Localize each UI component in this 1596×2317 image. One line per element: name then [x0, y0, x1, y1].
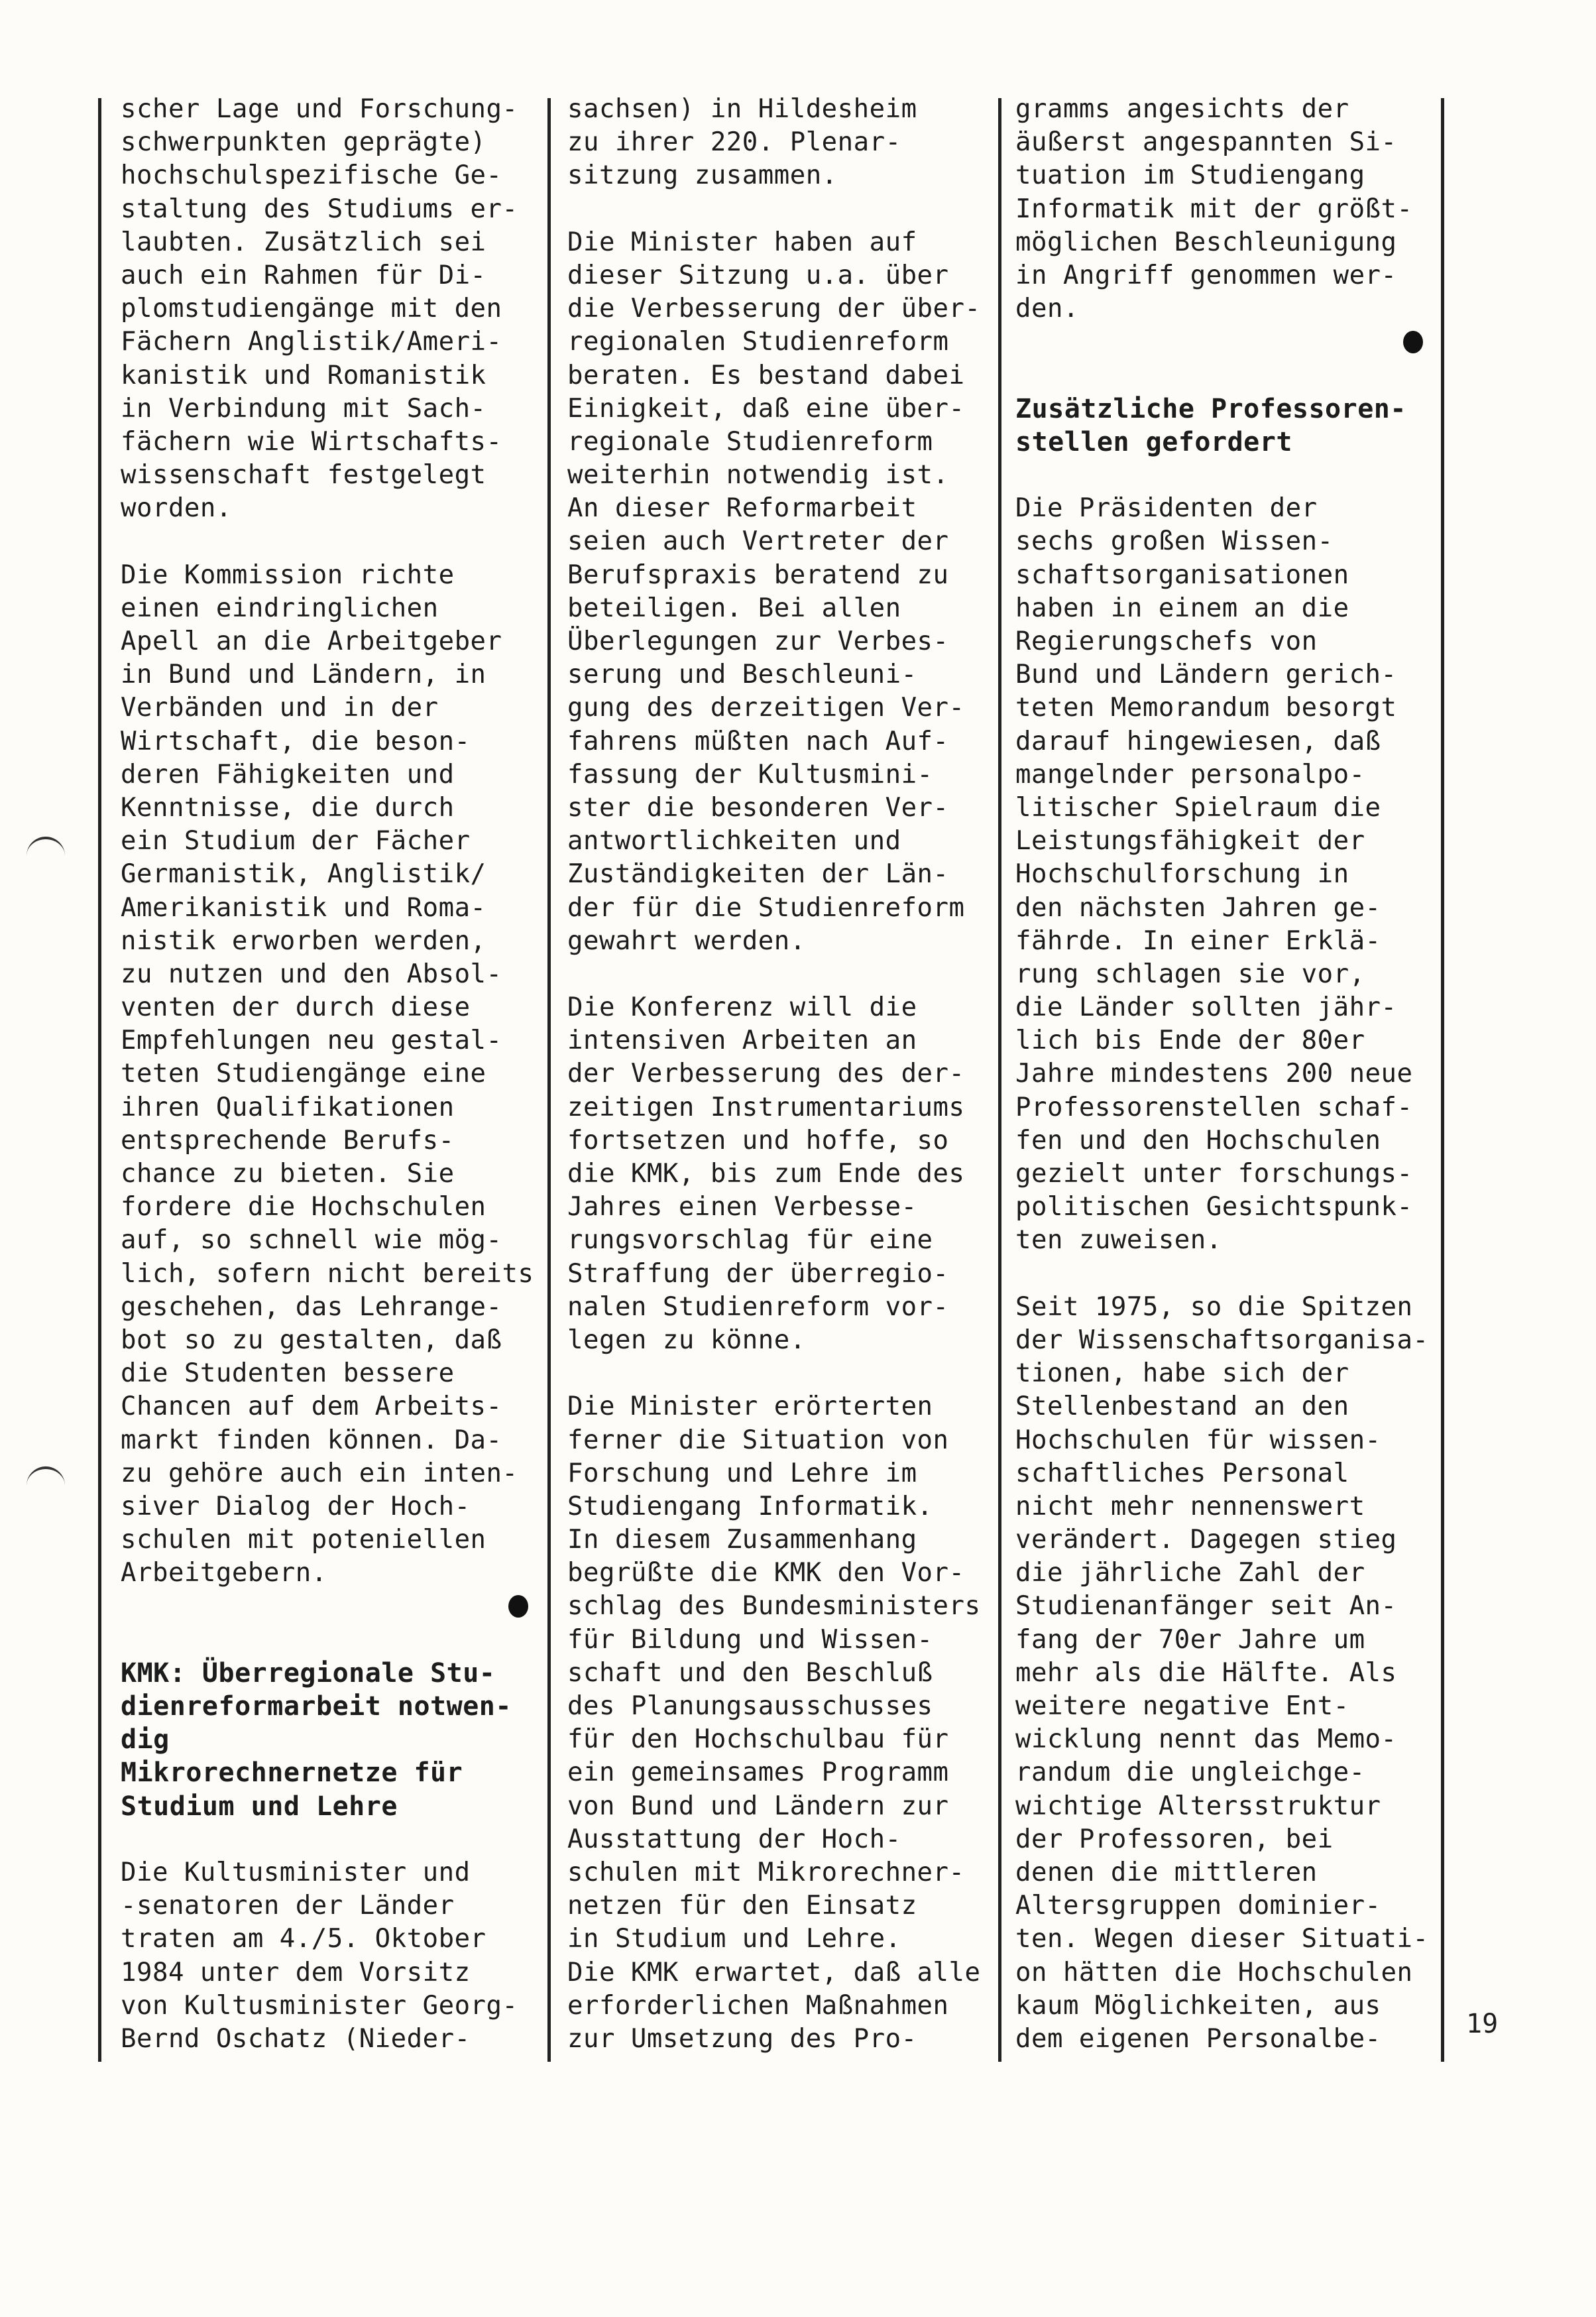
text-line: fächern wie Wirtschafts-: [121, 426, 502, 457]
text-line: darauf hingewiesen, daß: [1015, 726, 1381, 756]
text-line: Jahre mindestens 200 neue: [1015, 1059, 1413, 1089]
text-line: regionale Studienreform: [567, 426, 933, 457]
text-line: bot so zu gestalten, daß: [121, 1325, 502, 1355]
text-line: Studienanfänger seit An-: [1015, 1591, 1397, 1622]
text-line: ihren Qualifikationen: [121, 1092, 455, 1122]
text-line: Einigkeit, daß eine über-: [567, 393, 965, 424]
text-line: Die Minister haben auf: [567, 227, 917, 257]
text-line: dieser Sitzung u.a. über: [567, 260, 949, 290]
text-line: randum die ungleichge-: [1015, 1757, 1365, 1788]
text-line: sitzung zusammen.: [567, 160, 838, 191]
text-line: schaftsorganisationen: [1015, 560, 1349, 590]
text-line: markt finden können. Da-: [121, 1425, 502, 1455]
text-line: kanistik und Romanistik: [121, 360, 486, 390]
text-line: rungsvorschlag für eine: [567, 1225, 933, 1256]
text-line: fordere die Hochschulen: [121, 1192, 486, 1222]
text-line: gramms angesichts der: [1015, 94, 1349, 124]
text-column-1: [121, 93, 535, 2056]
end-of-article-bullet: [121, 1590, 535, 1623]
text-line: Die Kultusminister und: [121, 1857, 471, 1887]
text-line: ten zuweisen.: [1015, 1225, 1222, 1256]
text-line: rung schlagen sie vor,: [1015, 959, 1365, 989]
text-line: Professorenstellen schaf-: [1015, 1092, 1413, 1122]
text-line: intensiven Arbeiten an: [567, 1026, 917, 1056]
text-line: Hochschulen für wissen-: [1015, 1425, 1381, 1455]
text-line: Bund und Ländern gerich-: [1015, 660, 1397, 690]
text-line: regionalen Studienreform: [567, 327, 949, 357]
text-line: Germanistik, Anglistik/: [121, 859, 486, 890]
text-line: in Studium und Lehre.: [567, 1924, 901, 1954]
paragraph-gap: [567, 193, 982, 226]
text-line: zu gehöre auch ein inten-: [121, 1458, 518, 1488]
text-line: Straffung der überregio-: [567, 1258, 949, 1289]
text-line: Fächern Anglistik/Ameri-: [121, 327, 502, 357]
text-line: teten Memorandum besorgt: [1015, 693, 1397, 723]
text-line: Die Präsidenten der: [1015, 493, 1318, 524]
paragraph-gap: [1015, 359, 1430, 392]
article-heading-line: dienreformarbeit notwen-: [121, 1691, 512, 1722]
paragraph-gap: [1015, 1258, 1430, 1291]
article-heading-line: dig: [121, 1724, 170, 1755]
text-line: Bernd Oschatz (Nieder-: [121, 2023, 471, 2054]
text-line: in Angriff genommen wer-: [1015, 260, 1397, 290]
text-line: Altersgruppen dominier-: [1015, 1891, 1381, 1921]
text-line: nistik erworben werden,: [121, 925, 486, 956]
text-line: teten Studiengänge eine: [121, 1059, 486, 1089]
page-number: 19: [1466, 2009, 1499, 2039]
paragraph-gap: [121, 1823, 535, 1856]
text-line: möglichen Beschleunigung: [1015, 227, 1397, 257]
text-line: beteiligen. Bei allen: [567, 593, 901, 623]
text-line: netzen für den Einsatz: [567, 1891, 917, 1921]
text-line: der Professoren, bei: [1015, 1824, 1334, 1854]
text-line: zur Umsetzung des Pro-: [567, 2023, 917, 2054]
text-line: von Bund und Ländern zur: [567, 1791, 949, 1821]
text-line: Die Minister erörterten: [567, 1392, 933, 1422]
punch-hole-mark: [27, 1466, 65, 1489]
text-line: deren Fähigkeiten und: [121, 759, 455, 790]
text-line: auf, so schnell wie mög-: [121, 1225, 502, 1256]
text-line: Jahres einen Verbesse-: [567, 1192, 917, 1222]
text-line: -senatoren der Länder: [121, 1891, 455, 1921]
paragraph-gap: [121, 1624, 535, 1657]
text-line: hochschulspezifische Ge-: [121, 160, 502, 191]
text-line: mehr als die Hälfte. Als: [1015, 1657, 1397, 1688]
text-line: Berufspraxis beratend zu: [567, 560, 949, 590]
bullet-dot-icon: [1403, 331, 1423, 353]
text-line: antwortlichkeiten und: [567, 826, 901, 857]
text-line: chance zu bieten. Sie: [121, 1159, 455, 1189]
text-line: schwerpunkten geprägte): [121, 127, 486, 158]
text-line: gung des derzeitigen Ver-: [567, 693, 965, 723]
text-line: weitere negative Ent-: [1015, 1691, 1349, 1721]
column-rule-left: [98, 98, 101, 2062]
text-line: die Verbesserung der über-: [567, 294, 981, 324]
text-line: den nächsten Jahren ge-: [1015, 892, 1381, 923]
text-line: erforderlichen Maßnahmen: [567, 1990, 949, 2021]
text-line: beraten. Es bestand dabei: [567, 360, 965, 390]
text-line: Leistungsfähigkeit der: [1015, 826, 1365, 857]
text-line: sachsen) in Hildesheim: [567, 94, 917, 124]
text-line: Regierungschefs von: [1015, 626, 1318, 656]
text-line: Die Konferenz will die: [567, 992, 917, 1023]
text-line: begrüßte die KMK den Vor-: [567, 1558, 965, 1588]
text-line: Empfehlungen neu gestal-: [121, 1026, 502, 1056]
text-line: Stellenbestand an den: [1015, 1392, 1349, 1422]
text-line: venten der durch diese: [121, 992, 471, 1023]
article-heading-line: Studium und Lehre: [121, 1791, 398, 1822]
text-line: den.: [1015, 294, 1079, 324]
text-line: einen eindringlichen: [121, 593, 439, 623]
paragraph-gap: [567, 958, 982, 991]
text-line: verändert. Dagegen stieg: [1015, 1525, 1397, 1555]
text-line: fährde. In einer Erklä-: [1015, 925, 1381, 956]
text-line: zu nutzen und den Absol-: [121, 959, 502, 989]
text-line: ster die besonderen Ver-: [567, 792, 949, 823]
text-line: schaftliches Personal: [1015, 1458, 1349, 1488]
text-line: fahrens müßten nach Auf-: [567, 726, 949, 756]
text-line: der für die Studienreform: [567, 892, 965, 923]
end-of-article-bullet: [1015, 326, 1430, 359]
text-line: ein gemeinsames Programm: [567, 1757, 949, 1788]
text-line: fen und den Hochschulen: [1015, 1125, 1381, 1156]
text-line: zu ihrer 220. Plenar-: [567, 127, 901, 158]
punch-hole-mark: [27, 837, 65, 859]
text-line: lich, sofern nicht bereits: [121, 1258, 534, 1289]
text-column-3: [1015, 93, 1430, 2056]
text-line: An dieser Reformarbeit: [567, 493, 917, 524]
text-line: denen die mittleren: [1015, 1857, 1318, 1887]
text-line: Arbeitgebern.: [121, 1558, 327, 1588]
text-line: Amerikanistik und Roma-: [121, 892, 486, 923]
text-line: Forschung und Lehre im: [567, 1458, 917, 1488]
text-line: siver Dialog der Hoch-: [121, 1491, 471, 1521]
text-line: Apell an die Arbeitgeber: [121, 626, 502, 656]
text-line: dem eigenen Personalbe-: [1015, 2023, 1381, 2054]
text-line: haben in einem an die: [1015, 593, 1349, 623]
text-line: ten. Wegen dieser Situati-: [1015, 1924, 1429, 1954]
text-line: nalen Studienreform vor-: [567, 1291, 949, 1322]
text-line: Zuständigkeiten der Län-: [567, 859, 949, 890]
text-line: kaum Möglichkeiten, aus: [1015, 1990, 1381, 2021]
text-line: in Verbindung mit Sach-: [121, 393, 486, 424]
text-line: ferner die Situation von: [567, 1425, 949, 1455]
column-rule-right: [1441, 98, 1444, 2062]
text-line: der Wissenschaftsorganisa-: [1015, 1325, 1429, 1355]
text-line: Chancen auf dem Arbeits-: [121, 1392, 502, 1422]
text-line: für Bildung und Wissen-: [567, 1624, 933, 1655]
text-line: die KMK, bis zum Ende des: [567, 1159, 965, 1189]
text-line: gewahrt werden.: [567, 925, 806, 956]
paragraph-gap: [567, 1357, 982, 1390]
text-line: die Länder sollten jähr-: [1015, 992, 1397, 1023]
text-column-2: [567, 93, 982, 2056]
text-line: äußerst angespannten Si-: [1015, 127, 1397, 158]
text-line: ein Studium der Fächer: [121, 826, 471, 857]
text-line: des Planungsausschusses: [567, 1691, 933, 1721]
text-line: Überlegungen zur Verbes-: [567, 626, 949, 656]
text-line: mangelnder personalpo-: [1015, 759, 1365, 790]
text-line: fortsetzen und hoffe, so: [567, 1125, 949, 1156]
text-line: auch ein Rahmen für Di-: [121, 260, 486, 290]
text-line: die Studenten bessere: [121, 1358, 455, 1389]
text-line: Informatik mit der größt-: [1015, 194, 1413, 224]
text-line: on hätten die Hochschulen: [1015, 1957, 1413, 1988]
text-line: staltung des Studiums er-: [121, 194, 518, 224]
text-line: zeitigen Instrumentariums: [567, 1092, 965, 1122]
text-line: der Verbesserung des der-: [567, 1059, 965, 1089]
text-line: geschehen, das Lehrange-: [121, 1291, 502, 1322]
text-line: plomstudiengänge mit den: [121, 294, 502, 324]
text-line: wichtige Altersstruktur: [1015, 1791, 1381, 1821]
text-line: worden.: [121, 493, 232, 524]
text-line: in Bund und Ländern, in: [121, 660, 486, 690]
text-line: Ausstattung der Hoch-: [567, 1824, 901, 1854]
text-line: fang der 70er Jahre um: [1015, 1624, 1365, 1655]
text-line: fassung der Kultusmini-: [567, 759, 933, 790]
text-line: Kenntnisse, die durch: [121, 792, 455, 823]
text-line: schaft und den Beschluß: [567, 1657, 933, 1688]
text-line: für den Hochschulbau für: [567, 1724, 949, 1755]
text-line: entsprechende Berufs-: [121, 1125, 455, 1156]
text-line: scher Lage und Forschung-: [121, 94, 518, 124]
text-line: tuation im Studiengang: [1015, 160, 1365, 191]
text-line: serung und Beschleuni-: [567, 660, 917, 690]
text-line: sechs großen Wissen-: [1015, 526, 1334, 557]
text-line: Die KMK erwartet, daß alle: [567, 1957, 981, 1988]
bullet-dot-icon: [508, 1595, 528, 1618]
text-line: Die Kommission richte: [121, 560, 455, 590]
text-line: Verbänden und in der: [121, 693, 439, 723]
text-line: wissenschaft festgelegt: [121, 460, 486, 491]
text-line: von Kultusminister Georg-: [121, 1990, 518, 2021]
text-line: politischen Gesichtspunk-: [1015, 1192, 1413, 1222]
text-line: die jährliche Zahl der: [1015, 1558, 1365, 1588]
paragraph-gap: [1015, 459, 1430, 492]
text-line: gezielt unter forschungs-: [1015, 1159, 1413, 1189]
text-line: laubten. Zusätzlich sei: [121, 227, 486, 257]
article-heading-line: Mikrorechnernetze für: [121, 1757, 463, 1789]
text-line: Wirtschaft, die beson-: [121, 726, 471, 756]
text-line: 1984 unter dem Vorsitz: [121, 1957, 471, 1988]
text-line: traten am 4./5. Oktober: [121, 1924, 486, 1954]
text-line: schlag des Bundesministers: [567, 1591, 981, 1622]
column-rule-1: [547, 98, 551, 2062]
article-heading-line: stellen gefordert: [1015, 426, 1292, 457]
text-line: In diesem Zusammenhang: [567, 1525, 917, 1555]
article-heading-line: Zusätzliche Professoren-: [1015, 393, 1406, 424]
text-line: tionen, habe sich der: [1015, 1358, 1349, 1389]
text-line: legen zu könne.: [567, 1325, 806, 1355]
text-line: Studiengang Informatik.: [567, 1491, 933, 1521]
article-heading-line: KMK: Überregionale Stu-: [121, 1657, 496, 1689]
text-line: Hochschulforschung in: [1015, 859, 1349, 890]
text-line: weiterhin notwendig ist.: [567, 460, 949, 491]
text-line: schulen mit Mikrorechner-: [567, 1857, 965, 1887]
paragraph-gap: [121, 525, 535, 558]
text-line: lich bis Ende der 80er: [1015, 1026, 1365, 1056]
text-line: seien auch Vertreter der: [567, 526, 949, 557]
text-line: nicht mehr nennenswert: [1015, 1491, 1365, 1521]
column-rule-2: [998, 98, 1001, 2062]
text-line: wicklung nennt das Memo-: [1015, 1724, 1397, 1755]
text-line: litischer Spielraum die: [1015, 792, 1381, 823]
text-line: Seit 1975, so die Spitzen: [1015, 1291, 1413, 1322]
text-line: schulen mit poteniellen: [121, 1525, 486, 1555]
